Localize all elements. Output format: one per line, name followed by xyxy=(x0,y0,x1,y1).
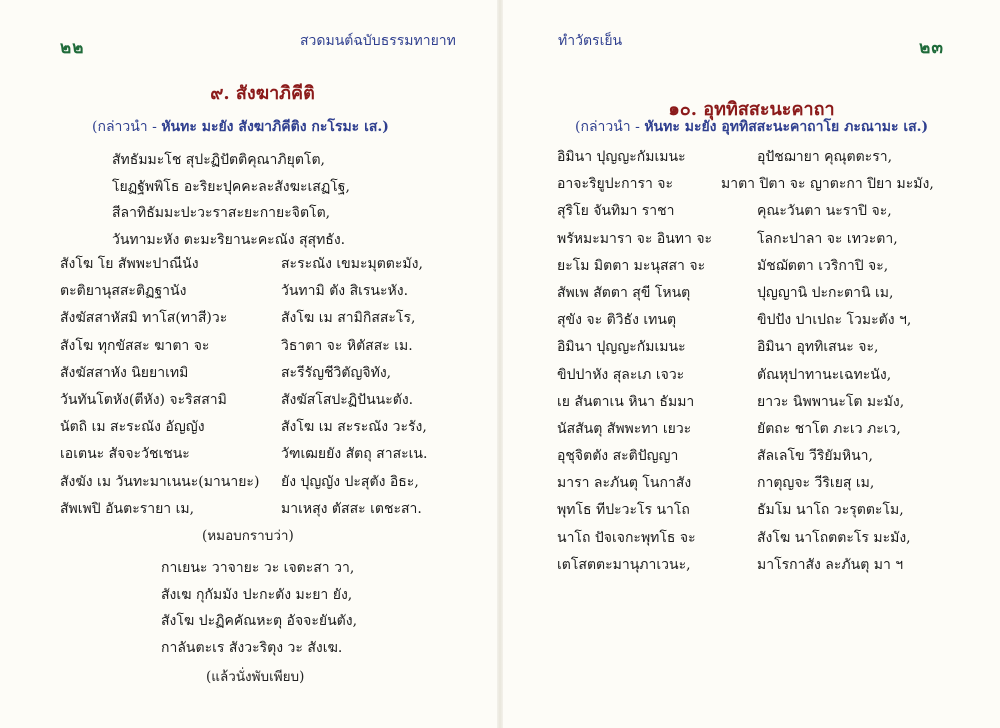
verse-b: มาเหสุง ตัสสะ เตชะสา. xyxy=(281,500,422,517)
verse-grid xyxy=(557,146,977,581)
verse-row xyxy=(60,416,480,443)
page-number-left: ๒๒ xyxy=(60,38,85,58)
verse-b: มาโรกาสัง ละภันตุ มา ฯ xyxy=(757,556,904,573)
closing-stanza xyxy=(161,555,357,661)
verse-line: โยฏฐัพพิโธ อะริยะปุคคะละสังฆะเสฏโฐ, xyxy=(112,178,350,195)
verse-row xyxy=(557,200,977,227)
verse-row xyxy=(557,282,977,309)
verse-a: สังโฆ ทุกขัสสะ ฆาตา จะ xyxy=(60,337,210,354)
verse-b: โลกะปาลา จะ เทวะตา, xyxy=(757,230,898,247)
running-head-right: ทำวัตรเย็น xyxy=(558,33,623,49)
verse-a: นัตถิ เม สะระณัง อัญญัง xyxy=(60,419,205,436)
section-title: ๑๐. อุททิสสะนะคาถา xyxy=(668,99,835,120)
verse-b: ตัณหุปาทานะเฉทะนัง, xyxy=(757,366,892,383)
verse-a: สังฆัสสาหัสมิ ทาโส(ทาสี)วะ xyxy=(60,310,228,327)
lead-text: หันทะ มะยัง สังฆาภิคีติง กะโรมะ เส.) xyxy=(161,119,389,135)
verse-b: สังโฆ เม สะระณัง วะรัง, xyxy=(281,419,427,436)
verse-b: สังโฆ นาโถตตะโร มะมัง, xyxy=(757,529,911,546)
verse-b: อุปัชฌายา คุณุตตะรา, xyxy=(757,149,893,165)
section-title: ๙. สังฆาภิคีติ xyxy=(210,83,315,104)
verse-row xyxy=(557,173,977,200)
lead-text: หันทะ มะยัง อุททิสสะนะคาถาโย ภะณามะ เส.) xyxy=(644,119,929,135)
verse-a: สุขัง จะ ติวิธัง เทนตุ xyxy=(557,312,677,329)
verse-b: กาตุญจะ วีริเยสุ เม, xyxy=(757,475,875,492)
verse-row xyxy=(60,443,480,470)
verse-b: ปุญญานิ ปะกะตานิ เม, xyxy=(757,284,894,301)
verse-b: วันทามิ ตัง สิเรนะหัง. xyxy=(281,283,409,300)
lead-prefix: (กล่าวนำ - xyxy=(575,119,645,135)
verse-row xyxy=(557,445,977,472)
verse-b: ยาวะ นิพพานะโต มะมัง, xyxy=(757,393,905,410)
verse-row xyxy=(60,471,480,498)
verse-row xyxy=(557,391,977,418)
verse-b: มัชฌัตตา เวริกาปิ จะ, xyxy=(757,257,889,274)
verse-row xyxy=(60,335,480,362)
verse-a: นัสสันตุ สัพพะทา เยวะ xyxy=(557,420,692,437)
verse-row xyxy=(557,499,977,526)
verse-line: สัทธัมมะโช สุปะฏิปัตติคุณาภิยุตโต, xyxy=(112,152,325,168)
verse-b: อิมินา อุททิเสนะ จะ, xyxy=(757,339,879,356)
note-sit: (แล้วนั่งพับเพียบ) xyxy=(206,669,305,685)
verse-a: เย สันตาเน หินา ธัมมา xyxy=(557,393,695,410)
verse-a: นาโถ ปัจเจกะพุทโธ จะ xyxy=(557,529,696,546)
verse-b: ยัง ปุญญัง ปะสุตัง อิธะ, xyxy=(281,473,419,490)
verse-b: วิธาตา จะ หิตัสสะ เม. xyxy=(281,337,413,354)
verse-a: อาจะริยูปะการา จะ xyxy=(557,176,674,193)
verse-a: เอเตนะ สัจจะวัชเชนะ xyxy=(60,446,190,463)
verse-a: มารา ละภันตุ โนกาสัง xyxy=(557,475,692,492)
note-kneel: (หมอบกราบว่า) xyxy=(202,528,294,544)
verse-b: ขิปปัง ปาเปถะ โวมะตัง ฯ, xyxy=(757,312,912,329)
verse-row xyxy=(557,336,977,363)
right-page xyxy=(503,0,1000,728)
verse-a: อิมินา ปุญญะกัมเมนะ xyxy=(557,149,686,165)
verse-line: สังเฆ กุกัมมัง ปะกะตัง มะยา ยัง, xyxy=(161,586,353,603)
verse-row xyxy=(557,309,977,336)
verse-b: สังโฆ เม สามิกิสสะโร, xyxy=(281,310,416,327)
verse-a: อิมินา ปุญญะกัมเมนะ xyxy=(557,339,686,356)
verse-row xyxy=(557,364,977,391)
verse-row xyxy=(60,307,480,334)
verse-b: ยัตถะ ชาโต ภะเว ภะเว, xyxy=(757,420,901,437)
verse-b: มาตา ปิตา จะ ญาตะกา ปิยา มะมัง, xyxy=(721,176,934,193)
verse-row xyxy=(60,389,480,416)
verse-row xyxy=(557,146,977,173)
running-head-left: สวดมนต์ฉบับธรรมทายาท xyxy=(300,33,456,49)
intro-stanza xyxy=(112,147,350,253)
left-page xyxy=(0,0,497,728)
verse-row xyxy=(557,228,977,255)
lead-instruction xyxy=(575,116,928,138)
verse-row xyxy=(557,554,977,581)
verse-row xyxy=(60,362,480,389)
verse-a: ขิปปาหัง สุละเภ เจวะ xyxy=(557,366,685,383)
verse-a: เตโสตตะมานุภาเวนะ, xyxy=(557,556,691,573)
verse-b: สังฆัสโสปะฏิปันนะตัง. xyxy=(281,391,414,408)
lead-prefix: (กล่าวนำ - xyxy=(92,119,162,135)
verse-line: สังโฆ ปะฏิคคัณหะตุ อัจจะยันตัง, xyxy=(161,613,358,629)
verse-a: สังฆัสสาหัง นิยยาเทมิ xyxy=(60,364,189,381)
verse-a: สุริโย จันทิมา ราชา xyxy=(557,203,675,220)
verse-b: สัลเลโข วีริยัมหินา, xyxy=(757,448,873,465)
verse-a: สัพเพ สัตตา สุขี โหนตุ xyxy=(557,284,691,301)
verse-grid xyxy=(60,253,480,525)
verse-b: สะรีรัญชีวิตัญจิทัง, xyxy=(281,364,392,381)
verse-b: คุณะวันตา นะราปิ จะ, xyxy=(757,203,892,220)
verse-line: สีลาทิธัมมะปะวะราสะยะกายะจิตโต, xyxy=(112,205,331,221)
verse-a: สังโฆ โย สัพพะปาณีนัง xyxy=(60,256,199,272)
verse-row xyxy=(557,255,977,282)
verse-b: สะระณัง เขมะมุตตะมัง, xyxy=(281,256,423,272)
verse-row xyxy=(60,498,480,525)
verse-b: ธัมโม นาโถ วะรุตตะโม, xyxy=(757,502,904,519)
verse-a: พรัหมะมารา จะ อินทา จะ xyxy=(557,230,713,247)
verse-a: ยะโม มิตตา มะนุสสา จะ xyxy=(557,257,706,274)
verse-row xyxy=(60,280,480,307)
verse-a: วันทันโตหัง(ตีหัง) จะริสสามิ xyxy=(60,391,227,408)
verse-line: กาลันตะเร สังวะริตุง วะ สังเฆ. xyxy=(161,639,343,656)
verse-a: สัพเพปิ อันตะรายา เม, xyxy=(60,500,195,517)
verse-a: ตะติยานุสสะติฏฐานัง xyxy=(60,283,187,300)
verse-row xyxy=(557,472,977,499)
verse-row xyxy=(557,418,977,445)
verse-a: พุทโธ ทีปะวะโร นาโถ xyxy=(557,502,690,519)
verse-row xyxy=(60,253,480,280)
verse-a: สังฆัง เม วันทะมาเนนะ(มานายะ) xyxy=(60,473,260,490)
lead-instruction xyxy=(92,116,389,138)
verse-a: อุชุจิตตัง สะติปัญญา xyxy=(557,448,679,465)
verse-line: วันทามะหัง ตะมะริยานะคะณัง สุสุทธัง. xyxy=(112,231,346,248)
page-number-right: ๒๓ xyxy=(919,38,944,58)
verse-b: วัฑเฒยยัง สัตถุ สาสะเน. xyxy=(281,446,428,463)
verse-row xyxy=(557,527,977,554)
verse-line: กาเยนะ วาจายะ วะ เจตะสา วา, xyxy=(161,560,355,576)
